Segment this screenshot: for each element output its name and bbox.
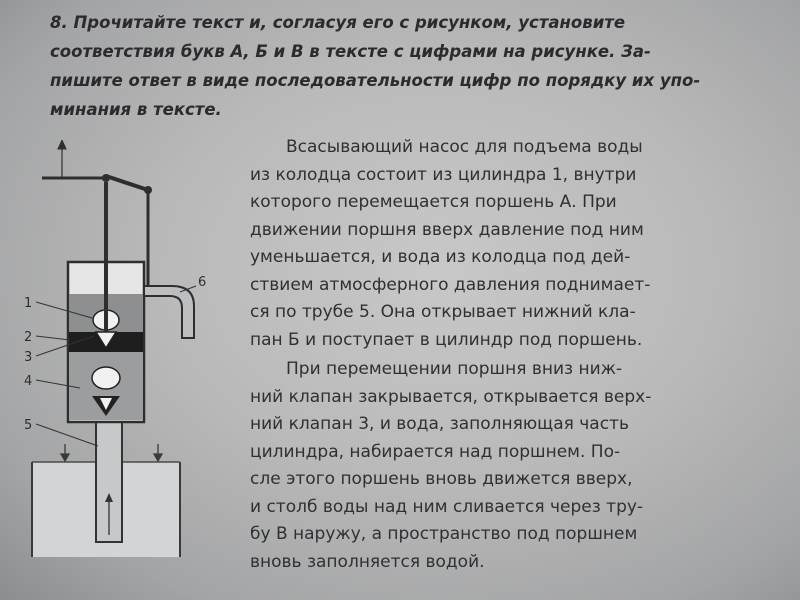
- task-line: соответствия букв А, Б и В в тексте с цифрами на рисунке. За-: [50, 42, 651, 61]
- text-line: Всасывающий насос для подъема воды: [286, 137, 643, 157]
- label-5: 5: [24, 418, 33, 433]
- text-line: ний клапан 3, и вода, заполняющая часть: [250, 414, 629, 434]
- text-line: движении поршня вверх давление под ним: [250, 219, 644, 240]
- text-line: которого перемещается поршень А. При: [250, 192, 617, 212]
- outlet-pipe: [144, 286, 194, 338]
- paragraph-1: [250, 134, 720, 354]
- pump-description: [250, 134, 720, 576]
- task-instruction: [50, 8, 760, 124]
- text-line: бу В наружу, а пространство под поршнем: [250, 524, 638, 544]
- text-line: и столб воды над ним сливается через тру-: [250, 496, 644, 517]
- label-1: 1: [24, 296, 33, 311]
- paragraph-2: [250, 356, 720, 576]
- text-line: цилиндра, набирается над поршнем. По-: [250, 441, 621, 462]
- label-4: 4: [24, 374, 33, 389]
- text-line: ний клапан закрывается, открывается верх-: [250, 386, 652, 407]
- label-2: 2: [24, 330, 33, 345]
- label-3: 3: [24, 350, 33, 365]
- task-line: пишите ответ в виде последовательности цифр по порядку их упо-: [50, 71, 701, 90]
- text-line: При перемещении поршня вниз ниж-: [286, 359, 623, 379]
- text-line: ся по трубе 5. Она открывает нижний кла-: [250, 302, 636, 322]
- text-line: ствием атмосферного давления поднимает-: [250, 274, 651, 295]
- text-line: вновь заполняется водой.: [250, 551, 485, 572]
- text-line: уменьшается, и вода из колодца под дей-: [250, 247, 631, 267]
- label-6: 6: [198, 275, 207, 290]
- task-line: 8. Прочитайте текст и, согласуя его с рисунком, установите: [50, 13, 626, 32]
- task-line: минания в тексте.: [50, 100, 222, 119]
- rod-arrow: [58, 140, 66, 178]
- text-line: сле этого поршень вновь движется вверх,: [250, 469, 633, 489]
- pump-diagram: [20, 140, 220, 560]
- text-line: пан Б и поступает в цилиндр под поршень.: [250, 329, 643, 350]
- text-line: из колодца состоит из цилиндра 1, внутри: [250, 164, 637, 185]
- suction-pipe: [96, 418, 122, 542]
